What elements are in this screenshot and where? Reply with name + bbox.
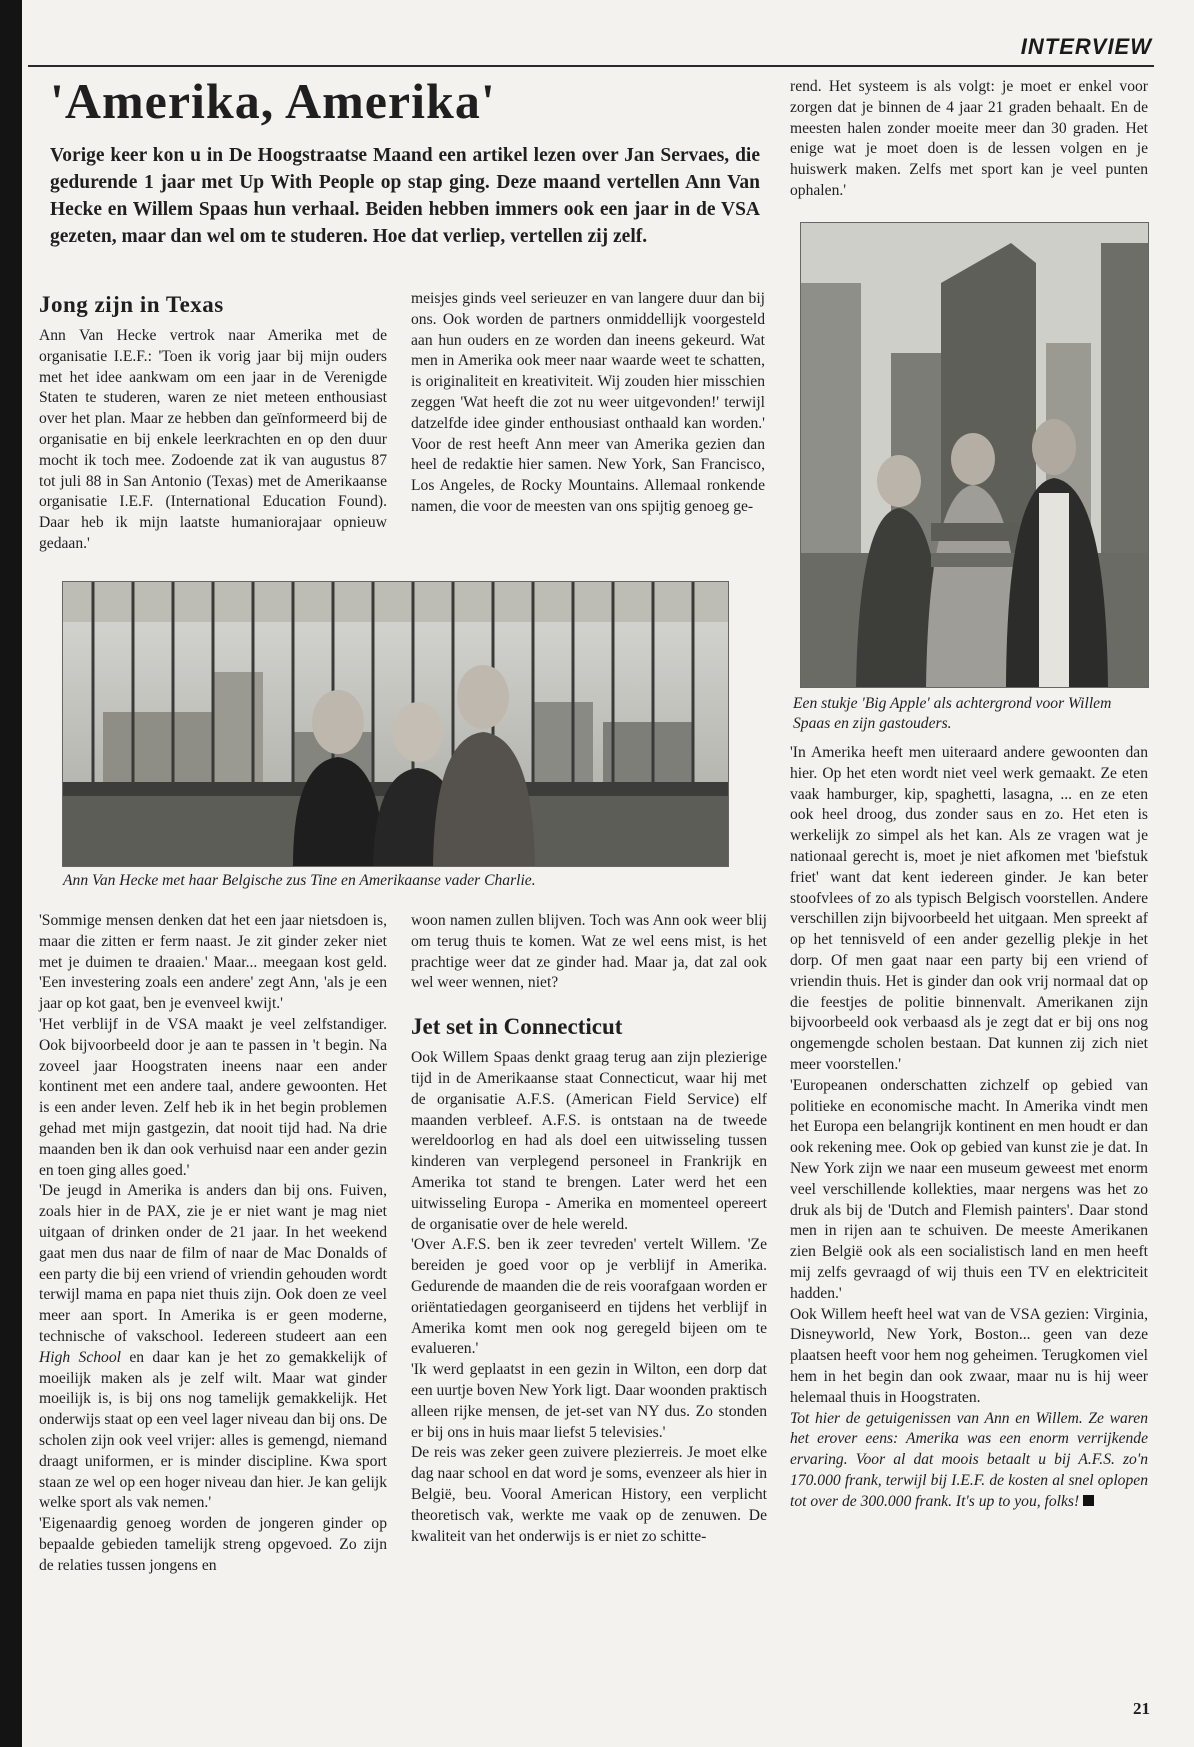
- paragraph: 'Ik werd geplaatst in een gezin in Wilton, een dorp dat een uurtje boven New York ligt. Daar woonden praktisch alleen rijke mensen, de jet-set van NY dus. Zo stonden er bij ons in huis maar liefst 5 televisies.': [411, 1361, 767, 1441]
- photo-willem-new-york: [800, 222, 1149, 688]
- closing-text: Tot hier de getuigenissen van Ann en Willem. Ze waren het erover eens: Amerika was een enorm verrijkende ervaring. Voor al dat moois betaalt u bij A.F.S. zo'n 170.000 frank, terwijl bij I.E.F. de kosten al snel oplopen tot over de 300.000 frank. It's up to you, folks!: [790, 1409, 1148, 1510]
- paragraph: De reis was zeker geen zuivere plezierreis. Je moet elke dag naar school en dat word je soms, evenzeer als hier in België, beu. Vooral American History, een verplicht theoretisch vak, werkte me vaak op de zenuwen. De kwaliteit van het onderwijs is er niet zo schitte-: [411, 1444, 767, 1545]
- paragraph: [39, 1181, 387, 1514]
- column-right-bottom: [790, 743, 1148, 1512]
- paragraph: Ook Willem Spaas denkt graag terug aan zijn plezierige tijd in de Amerikaanse staat Connecticut, waar hij met de organisatie A.F.S. (American Field Service) elf maanden verbleef. A.F.S. is ontstaan na de tweede wereldoorlog en had als doel een uitwisseling tussen kinderen van verplegend personeel in Frankrijk en Amerika tot stand te brengen. Later werd het een uitwisseling Europa - Amerika en momenteel opereert de organisatie over de hele wereld.: [411, 1049, 767, 1233]
- paragraph: meisjes ginds veel serieuzer en van langere duur dan bij ons. Ook worden de partners onmiddellijk voorgesteld aan hun ouders en ze worden dan ineens gekeurd. Wat men in Amerika ook meer naar waarde weet te schatten, is originaliteit en kreativiteit. Wij zouden hier misschien zeggen 'Wat heeft die zot nu weer uitgevonden!' terwijl datzelfde idee ginder enthousiast onthaald kan worden.' Voor de rest heeft Ann meer van Amerika gezien dan heel de redaktie hier samen. New York, San Francisco, Los Angeles, de Rocky Mountains. Allemaal ronkende namen, die voor de meesten van ons spijtig genoeg ge-: [411, 290, 765, 515]
- article-title: 'Amerika, Amerika': [50, 73, 496, 129]
- paragraph: Ook Willem heeft heel wat van de VSA gezien: Virginia, Disneyworld, New York, Boston... geen van deze plaatsen heeft voor hem nog geheimen. Terugkomen viel hem in het begin dan ook zwaar, maar nu is hij weer helemaal thuis in Hoogstraten.: [790, 1305, 1148, 1406]
- paragraph: 'In Amerika heeft men uiteraard andere gewoonten dan hier. Op het eten wordt niet veel werk gemaakt. Ze eten vaak hamburger, kip, spaghetti, lasagna, ... en ze eten ook heel droog, dus zonder saus en zo. Het eten is werkelijk zo simpel als het kan. Als ze vragen wat je nationaal gerecht is, moet je niet afkomen met 'biefstuk friet' want dat kent iedereen ginder. Je kan beter stoofvlees of zo als typisch Belgisch voorstellen. Andere verschillen zijn bijvoorbeeld het uitgaan. Men spreekt af op het tennisveld of een ander gezellig plekje in het dorp. Of men gaat naar een party bij een vriend of vriendin thuis. Het is ginder dan ook vrij normaal dat op die feestjes de politie binnenvalt. Amerikanen zijn bijvoorbeeld ook verbaasd als je zegt dat er bij ons nog ongemengde scholen bestaan. Dat kunnen zij zich niet meer voorstellen.': [790, 744, 1148, 1073]
- paragraph: 'Europeanen onderschatten zichzelf op gebied van politieke en economische macht. In Amerika vindt men het Europa een belangrijk kontinent en men houdt er dan ook rekening mee. Ook op gebied van kunst zie je dat. In New York zijn we naar een museum geweest met enorm veel verschillende kollekties, maar nergens was het zo druk als bij de 'Dutch and Flemish painters'. Daar stond men in rijen aan te schuiven. De meeste Amerikanen zien België ook als een socialistisch land en men heeft mij zelfs gevraagd of wij thuis een TV en elektriciteit hadden.': [790, 1076, 1148, 1302]
- column-right-top: [790, 77, 1148, 202]
- photo-willem-image: [801, 223, 1148, 687]
- section-label: INTERVIEW: [1020, 34, 1152, 59]
- section-heading-connecticut: Jet set in Connecticut: [411, 1014, 623, 1040]
- text-run: en daar kan je het zo gemakkelijk of moeilijk maken als je zelf wilt. Maar wat ginder moeilijk is, is bij ons nog tamelijk gemakkelijk. Het onderwijs staat op een veel lager niveau dan bij ons. De scholen zijn ook veel vrijer: alles is gemengd, niemand draagt uniformen, er is minder discipline. Kwa sport staan ze wel op een hoger niveau dan hier. Je kan gelijk welke sport als vak nemen.': [39, 1348, 388, 1512]
- photo-willem-caption: Een stukje 'Big Apple' als achtergrond voor Willem Spaas en zijn gastouders.: [793, 695, 1112, 732]
- paragraph: 'Het verblijf in de VSA maakt je veel zelfstandiger. Ook bijvoorbeeld door je aan te passen in 't begin. Na zoveel jaar Hoogstraten ineens naar een ander kontinent met een andere taal, andere gewoonten. Het is een ander leven. Zelf heb ik in het begin problemen gehad met mijn gastgezin, dat nooit tijd had. Na drie maanden ben ik dan ook verhuisd naar een ander gezin en toen ging alles goed.': [39, 1015, 387, 1179]
- paragraph: rend. Het systeem is als volgt: je moet er enkel voor zorgen dat je binnen de 4 jaar 21 graden behaalt. En de meesten halen zonder moeite meer dan 30 graden. Het enige wat je moet doen is de lessen volgen en je huiswerk maken. Zelfs met sport kan je veel punten ophalen.': [790, 78, 1148, 199]
- emphasis: High School: [39, 1348, 121, 1366]
- page-number: 21: [1133, 1699, 1150, 1718]
- photo-ann-caption: Ann Van Hecke met haar Belgische zus Tine en Amerikaanse vader Charlie.: [63, 872, 536, 889]
- paragraph: Ann Van Hecke vertrok naar Amerika met de organisatie I.E.F.: 'Toen ik vorig jaar bij mijn ouders met het idee aankwam om een jaar in de Verenigde Staten te studeren, waren ze niet meteen enthousiast over het plan. Maar ze hebben dan geïnformeerd bij de organisatie en bij enkele leerkrachten en op den duur mocht ik toch mee. Zodoende zat ik van augustus 87 tot juli 88 in San Antonio (Texas) met de Amerikaanse organisatie I.E.F. (International Education Found). Daar heb ik mijn laatste humaniorajaar opnieuw gedaan.': [39, 327, 387, 552]
- header-rule: [28, 65, 1154, 67]
- closing-paragraph: [790, 1409, 1148, 1513]
- photo-ann-family: [62, 581, 729, 867]
- column-left-bottom: [39, 911, 387, 1577]
- column-mid-top: [411, 289, 765, 518]
- column-left-top: [39, 292, 387, 555]
- column-mid-bottom: [411, 911, 767, 1547]
- paragraph: woon namen zullen blijven. Toch was Ann ook weer blij om terug thuis te komen. Wat ze wel eens mist, is het prachtige weer dat ze ginder had. Maar ja, dat zal ook wel weer wennen, niet?: [411, 912, 767, 992]
- paragraph: 'Eigenaardig genoeg worden de jongeren ginder op bepaalde gebieden tamelijk streng opgevoed. Zo zijn de relaties tussen jongens en: [39, 1515, 387, 1574]
- paragraph: 'Sommige mensen denken dat het een jaar nietsdoen is, maar die zitten er ferm naast. Je zit ginder zeker niet met je duimen te draaien.' Maar... meegaan kost geld. 'Een investering zoals een andere' zegt Ann, 'als je een jaar op kot gaat, ben je evenveel kwijt.': [39, 912, 387, 1013]
- end-mark-icon: [1083, 1495, 1094, 1506]
- section-heading-texas: Jong zijn in Texas: [39, 292, 224, 317]
- binding-edge: [0, 0, 22, 1747]
- article-lead: Vorige keer kon u in De Hoogstraatse Maand een artikel lezen over Jan Servaes, die gedurende 1 jaar met Up With People op stap ging. Deze maand vertellen Ann Van Hecke en Willem Spaas hun verhaal. Beiden hebben immers ook een jaar in de VSA gezeten, maar dan wel om te studeren. Hoe dat verliep, vertellen zij zelf.: [50, 145, 760, 247]
- paragraph: 'Over A.F.S. ben ik zeer tevreden' vertelt Willem. 'Ze bereiden je goed voor op je verblijf in Amerika. Gedurende de maanden die de reis voorafgaan worden er oriëntatiedagen georganiseerd en tijdens het verblijf in Amerika komt men ook nog geregeld bijeen om te evalueren.': [411, 1236, 767, 1358]
- photo-ann-family-image: [63, 582, 728, 866]
- text-run: 'De jeugd in Amerika is anders dan bij ons. Fuiven, zoals hier in de PAX, zie je er niet want je mag niet uitgaan of drinken onder de 21 jaar. In het weekend gaat men dus naar de film of naar de Mac Donalds of een party die bij een vriend of vriendin gehouden wordt terwijl mama en papa niet thuis zijn. Ook doen ze veel meer aan sport. In Amerika is er geen moderne, technische of vakschool. Iedereen studeert aan een: [39, 1182, 387, 1345]
